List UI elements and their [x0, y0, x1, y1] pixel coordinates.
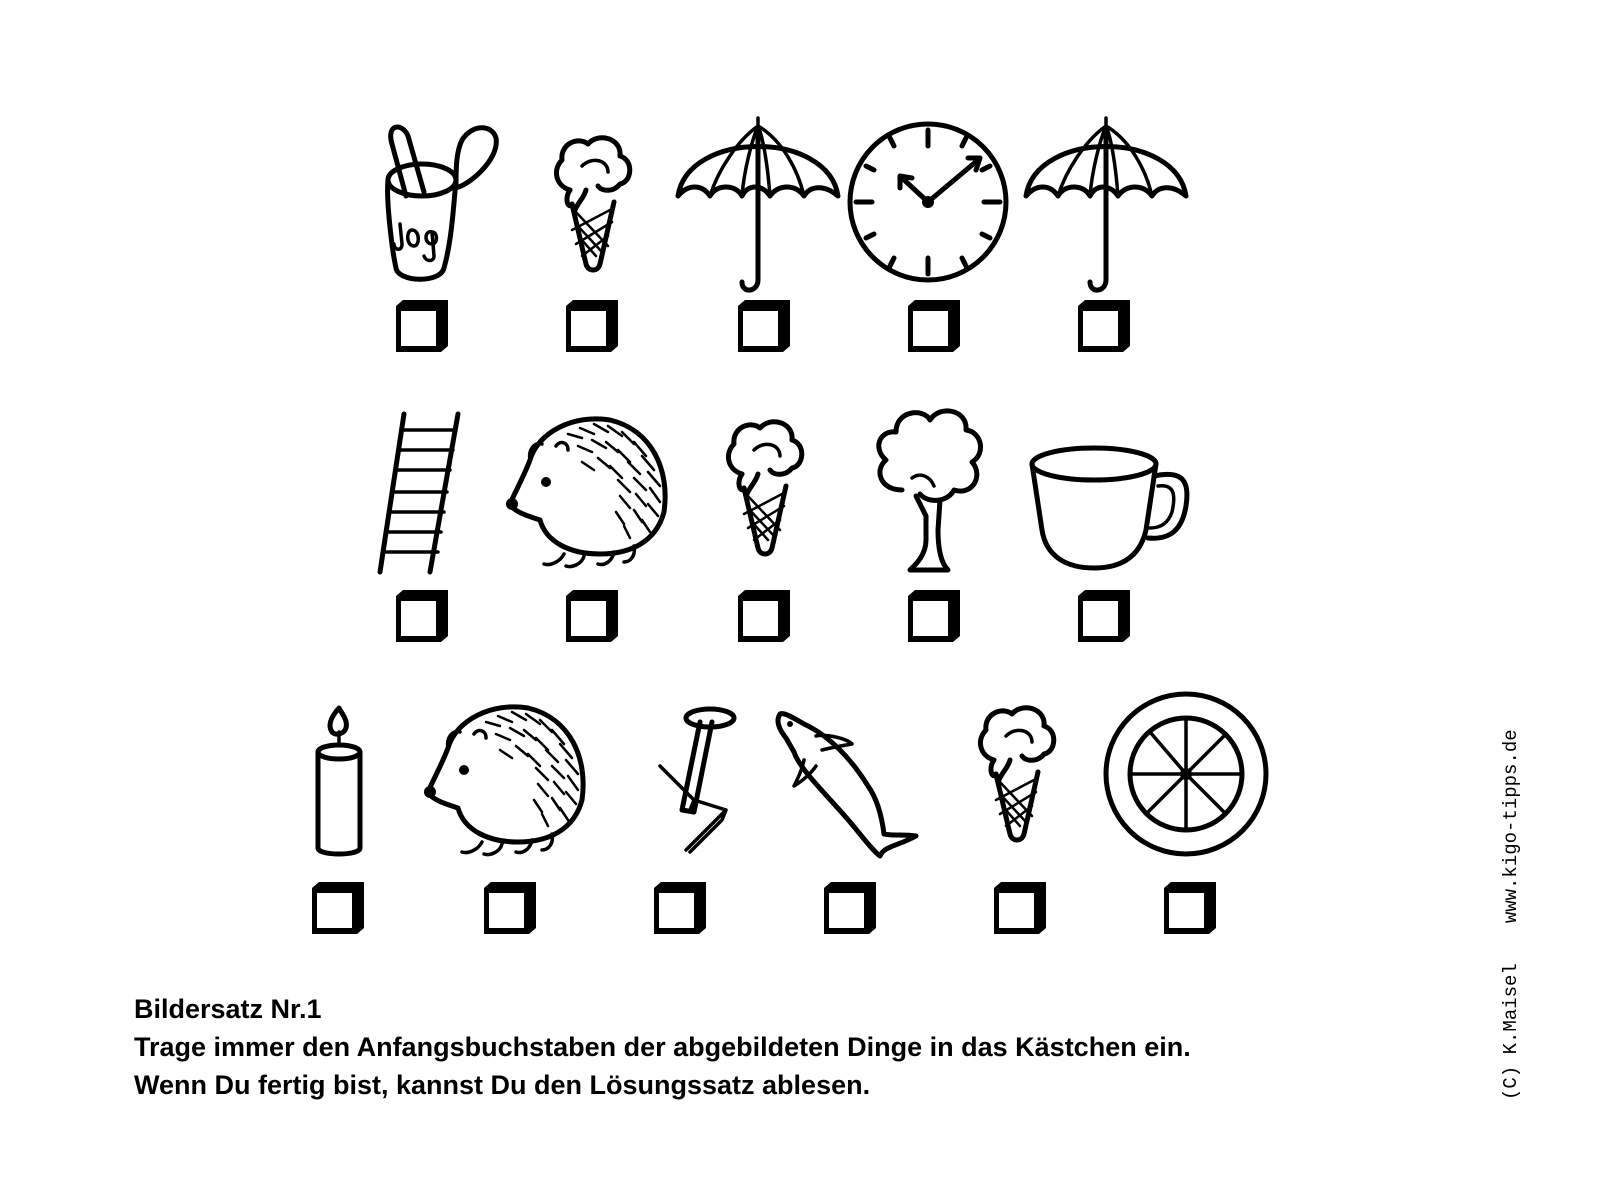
tree-icon	[879, 411, 981, 570]
instructions-block	[134, 990, 1191, 1104]
row-2	[380, 411, 1187, 572]
answer-boxes[interactable]	[312, 300, 1216, 934]
umbrella-icon	[678, 118, 838, 290]
answer-box[interactable]	[396, 300, 448, 352]
answer-box[interactable]	[994, 882, 1046, 934]
answer-box[interactable]	[1078, 300, 1130, 352]
worksheet-title: Bildersatz Nr.1	[134, 994, 322, 1024]
author-credit: (C) K.Maisel	[1500, 963, 1522, 1100]
answer-box[interactable]	[566, 300, 618, 352]
copyright-credit	[1500, 729, 1522, 1100]
answer-box[interactable]	[1078, 590, 1130, 642]
wheel-icon	[1106, 694, 1266, 854]
instruction-line-1: Trage immer den Anfangsbuchstaben der abgebildeten Dinge in das Kästchen ein.	[134, 1032, 1191, 1062]
ice-cream-icon	[728, 422, 801, 554]
answer-box[interactable]	[312, 882, 364, 934]
answer-box[interactable]	[908, 590, 960, 642]
clock-icon	[850, 124, 1006, 280]
hedgehog-icon	[506, 419, 665, 567]
answer-box[interactable]	[484, 882, 536, 934]
ladder-icon	[380, 414, 458, 572]
answer-box[interactable]	[396, 590, 448, 642]
answer-box[interactable]	[654, 882, 706, 934]
dolphin-icon	[778, 714, 916, 856]
candle-icon	[318, 708, 360, 854]
row-1	[388, 118, 1186, 290]
yogurt-cup-icon	[388, 127, 497, 279]
row-3	[318, 694, 1266, 856]
nail-icon	[660, 709, 734, 852]
umbrella-icon	[1026, 118, 1186, 290]
ice-cream-icon	[980, 708, 1053, 840]
answer-box[interactable]	[1164, 882, 1216, 934]
ice-cream-icon	[556, 138, 629, 270]
instruction-line-2: Wenn Du fertig bist, kannst Du den Lösungssatz ablesen.	[134, 1070, 871, 1100]
website-credit: www.kigo-tipps.de	[1500, 729, 1522, 924]
cup-icon	[1032, 448, 1187, 568]
answer-box[interactable]	[738, 590, 790, 642]
answer-box[interactable]	[908, 300, 960, 352]
answer-box[interactable]	[738, 300, 790, 352]
answer-box[interactable]	[824, 882, 876, 934]
hedgehog-icon	[424, 707, 583, 855]
answer-box[interactable]	[566, 590, 618, 642]
